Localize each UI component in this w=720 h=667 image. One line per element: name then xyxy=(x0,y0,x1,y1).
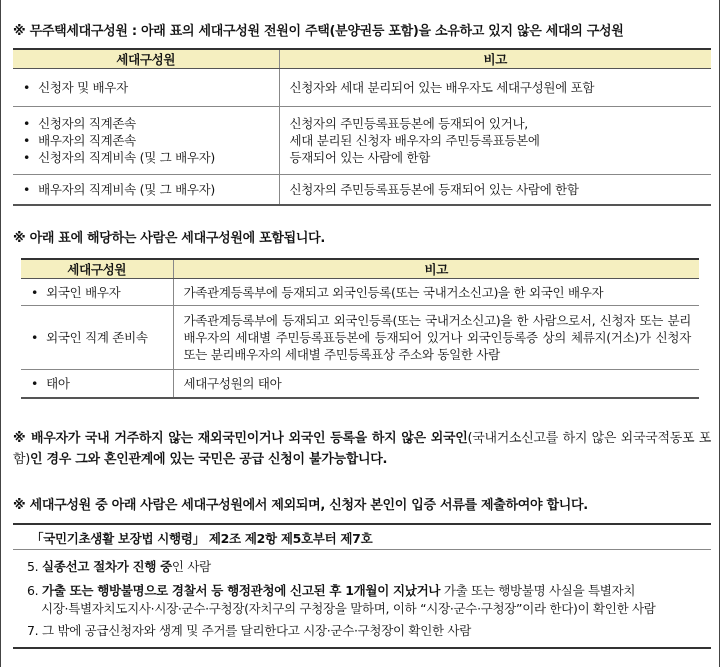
notice-bold-part: 인 경우 그와 혼인관계에 있는 국민은 공급 신청이 불가능합니다. xyxy=(30,452,388,467)
spouse-notice xyxy=(13,428,711,470)
member-label: • 신청자의 직계비속 (및 그 배우자) xyxy=(23,149,279,166)
item-bold-text: 가출 또는 행방불명으로 경찰서 등 행정관청에 신고된 후 1개월이 지났거나 xyxy=(42,583,441,598)
note-text: 가족관계등록부에 등재되고 외국인등록(또는 국내거소신고)을 한 사람으로서, 신청자 또는 분리배우자의 세대별 주민등록표등본에 등재되어 있거나 외국인등록증 상의 체류지(거소)가 신청자 또는 분리배우자의 세대별 주민등록표상 주소와 동일한 사람 xyxy=(183,313,691,362)
list-item-continuation: 시장·특별자치도지사·시장·군수·구청장(자치구의 구청장을 말하며, 이하 “시장·군수·구청장”이라 한다)이 확인한 사람 xyxy=(41,601,656,616)
list-item: 7. 그 밖에 공급신청자와 생계 및 주거를 달리한다고 시장·군수·구청장이 확인한 사람 xyxy=(27,623,471,638)
table-row xyxy=(13,175,711,205)
note-text: 세대구성원의 태아 xyxy=(183,375,282,391)
member-label: • 신청자의 직계존속 xyxy=(23,115,279,132)
member-label: • 태아 xyxy=(31,375,173,392)
member-label: • 배우자의 직계존속 xyxy=(23,132,279,149)
note-text: 신청자의 주민등록표등본에 등재되어 있거나, xyxy=(289,116,528,131)
included-member-table xyxy=(21,258,699,399)
item-number: 5. xyxy=(27,559,39,574)
note-text: 세대 분리된 신청자 배우자의 주민등록표등본에 xyxy=(289,133,540,148)
list-item xyxy=(27,581,635,599)
item-number: 6. xyxy=(27,583,39,598)
table-row xyxy=(13,69,711,107)
member-label: • 외국인 배우자 xyxy=(31,284,173,301)
item-text: 가출 또는 행방불명 사실을 특별자치 xyxy=(440,583,636,598)
notice-bold-part: ※ 배우자가 국내 거주하지 않는 재외국민이거나 외국인 등록을 하지 않은 외국인 xyxy=(13,431,468,446)
note-text: 등재되어 있는 사람에 한함 xyxy=(289,150,431,165)
table-row xyxy=(13,107,711,175)
col-header-member: 세대구성원 xyxy=(13,49,279,69)
note-text: 신청자와 세대 분리되어 있는 배우자도 세대구성원에 포함 xyxy=(289,80,595,95)
note-text: 가족관계등록부에 등재되고 외국인등록(또는 국내거소신고)을 한 외국인 배우자 xyxy=(183,284,604,300)
col-header-note: 비고 xyxy=(279,49,711,69)
law-reference: 「국민기초생활 보장법 시행령」 제2조 제2항 제5호부터 제7호 xyxy=(31,531,373,546)
member-label: • 신청자 및 배우자 xyxy=(23,79,279,96)
section2-title: ※ 아래 표에 해당하는 사람은 세대구성원에 포함됩니다. xyxy=(13,231,326,246)
table-row xyxy=(21,370,699,398)
col-header-member: 세대구성원 xyxy=(21,259,173,279)
list-item xyxy=(27,557,211,575)
table-row xyxy=(21,306,699,370)
item-bold-text: 실종선고 절차가 진행 중 xyxy=(42,559,172,574)
exclusion-notice: ※ 세대구성원 중 아래 사람은 세대구성원에서 제외되며, 신청자 본인이 입증 서류를 제출하여야 합니다. xyxy=(13,498,588,513)
member-label: • 외국인 직계 존비속 xyxy=(31,329,173,346)
table-row xyxy=(21,279,699,306)
notice-normal-part: (국내거소신고를 하지 않은 외국국적동포 포함) xyxy=(13,431,712,467)
member-label: • 배우자의 직계비속 (및 그 배우자) xyxy=(23,181,279,198)
item-text: 인 사람 xyxy=(171,559,211,574)
col-header-note: 비고 xyxy=(173,259,699,279)
exclusion-box xyxy=(13,523,711,649)
note-text: 신청자의 주민등록표등본에 등재되어 있는 사람에 한함 xyxy=(289,181,579,197)
section1-title: ※ 무주택세대구성원 : 아래 표의 세대구성원 전원이 주택(분양권등 포함)을 소유하고 있지 않은 세대의 구성원 xyxy=(13,24,624,39)
divider xyxy=(13,549,711,550)
household-member-table xyxy=(13,48,711,206)
